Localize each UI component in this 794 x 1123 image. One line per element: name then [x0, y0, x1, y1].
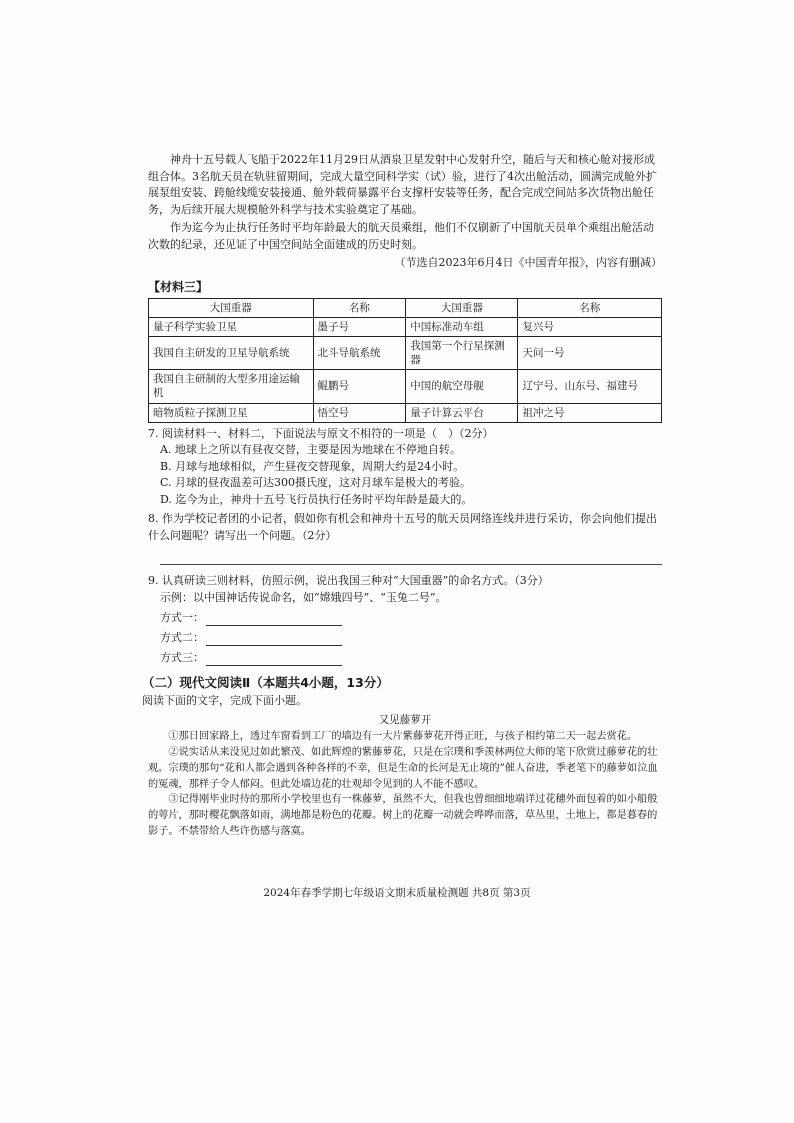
table-cell: 天问一号	[518, 336, 662, 369]
table-cell: 我国自主研发的卫星导航系统	[149, 336, 314, 369]
table-row	[149, 317, 662, 336]
method-3-blank[interactable]	[206, 653, 342, 666]
question-8	[148, 511, 662, 565]
essay-body	[148, 729, 662, 840]
question-7-option-b: B. 月球与地球相似，产生昼夜交替现象，周期大约是24小时。	[160, 459, 465, 473]
table-cell: 量子计算云平台	[406, 403, 518, 422]
table-cell: 中国标准动车组	[406, 317, 518, 336]
material2-source: （节选自2023年6月4日《中国青年报》，内容有删减）	[394, 256, 662, 269]
table-row	[149, 370, 662, 403]
question-7-option-c: C. 月球的昼夜温差可达300摄氏度，这对月球车是极大的考验。	[160, 476, 472, 490]
table-cell: 墨子号	[313, 317, 406, 336]
section-2-title: （二）现代文阅读Ⅱ（本题共4小题，13分）	[142, 675, 389, 691]
material3-table	[148, 298, 662, 423]
essay-title: 又见藤萝开	[378, 714, 432, 727]
table-cell: 鲲鹏号	[313, 370, 406, 403]
essay-paragraph-1: ①那日回家路上，透过车窗看到工厂的墙边有一大片紫藤萝花开得正旺，与孩子相约第二天一起去赏花。	[168, 731, 638, 743]
table-cell: 中国的航空母舰	[406, 370, 518, 403]
question-8-stem: 8. 作为学校记者团的小记者，假如你有机会和神舟十五号的航天员网络连线并进行采访，你会向他们提出什么问题呢？请写出一个问题。（2分）	[148, 512, 657, 542]
question-8-answer-line[interactable]	[160, 544, 662, 565]
question-7	[148, 426, 662, 509]
table-cell: 祖冲之号	[518, 403, 662, 422]
table-cell: 悟空号	[313, 403, 406, 422]
material3-title: 【材料三】	[148, 279, 209, 294]
page-footer: 2024年春季学期七年级语文期末质量检测题 共8页 第3页	[263, 887, 531, 899]
question-7-stem: 7. 阅读材料一、材料二，下面说法与原文不相符的一项是（ ）（2分）	[148, 426, 494, 440]
essay-paragraph-2: ②说实话从来没见过如此繁茂、如此辉煌的紫藤萝花，只是在宗璞和季羡林两位大师的笔下欣赏过藤萝花的壮观。宗璞的那句“花和人都会遇到各种各样的不幸，但是生命的长河是无止境的”催人奋进，季老笔下的藤萝如泣血的冤魂，那样子令人郁闷。但此处墙边花的壮观却令见到的人不能不感叹。	[148, 747, 658, 790]
table-cell: 北斗导航系统	[313, 336, 406, 369]
material2-paragraph-1: 神舟十五号载人飞船于2022年11月29日从酒泉卫星发射中心发射升空，随后与天和核心舱对接形成组合体。3名航天员在轨驻留期间，完成大量空间科学实（试）验，进行了4次出舱活动，圆满完成舱外扩展泵组安装、跨舱线缆安装接通、舱外载荷暴露平台支撑杆安装等任务，配合完成空间站多次货物出舱任务，为后续开展大规模舱外科学与技术实验奠定了基础。	[148, 153, 657, 216]
method-label: 方式二：	[160, 630, 204, 644]
question-9	[148, 573, 662, 666]
question-7-option-a: A. 地球上之所以有昼夜交替，主要是因为地球在不停地自转。	[160, 443, 461, 457]
table-cell: 我国第一个行星探测器	[406, 336, 518, 369]
page-content	[142, 152, 662, 840]
method-row-2	[148, 626, 662, 646]
material2-paragraph-2: 作为迄今为止执行任务时平均年龄最大的航天员乘组，他们不仅刷新了中国航天员单个乘组出舱活动次数的纪录，还见证了中国空间站全面建成的历史时刻。	[148, 221, 654, 251]
method-label: 方式一：	[160, 610, 204, 624]
table-cell: 量子科学实验卫星	[149, 317, 314, 336]
method-1-blank[interactable]	[206, 613, 342, 626]
table-cell: 暗物质粒子探测卫星	[149, 403, 314, 422]
table-cell: 辽宁号、山东号、福建号	[518, 370, 662, 403]
table-header: 大国重器	[406, 298, 518, 317]
method-row-1	[148, 606, 662, 626]
method-2-blank[interactable]	[206, 633, 342, 646]
table-row	[149, 336, 662, 369]
method-label: 方式三：	[160, 650, 204, 664]
table-header: 名称	[518, 298, 662, 317]
table-header-row	[149, 298, 662, 317]
question-7-option-d: D. 迄今为止，神舟十五号飞行员执行任务时平均年龄是最大的。	[160, 492, 473, 506]
section-2-instruction: 阅读下面的文字，完成下面小题。	[142, 693, 307, 707]
question-9-example: 示例：以中国神话传说命名，如“嫦娥四号”、“玉兔二号”。	[160, 590, 447, 604]
table-cell: 复兴号	[518, 317, 662, 336]
table-row	[149, 403, 662, 422]
method-row-3	[148, 646, 662, 666]
table-cell: 我国自主研制的大型多用途运输机	[149, 370, 314, 403]
table-header: 名称	[313, 298, 406, 317]
question-9-stem: 9. 认真研读三则材料，仿照示例，说出我国三种对“大国重器”的命名方式。（3分）	[148, 574, 549, 588]
table-header: 大国重器	[149, 298, 314, 317]
essay-paragraph-3: ③记得刚毕业时待的那所小学校里也有一株藤萝，虽然不大，但我也曾细细地端详过花穗外面包着的如小船般的萼片，那时樱花飘落如雨，满地都是粉色的花瓣。树上的花瓣一动就会哗哗而落，草丛里，土地上，都是暮春的影子。不禁带给人些许伤感与落寞。	[148, 794, 658, 838]
